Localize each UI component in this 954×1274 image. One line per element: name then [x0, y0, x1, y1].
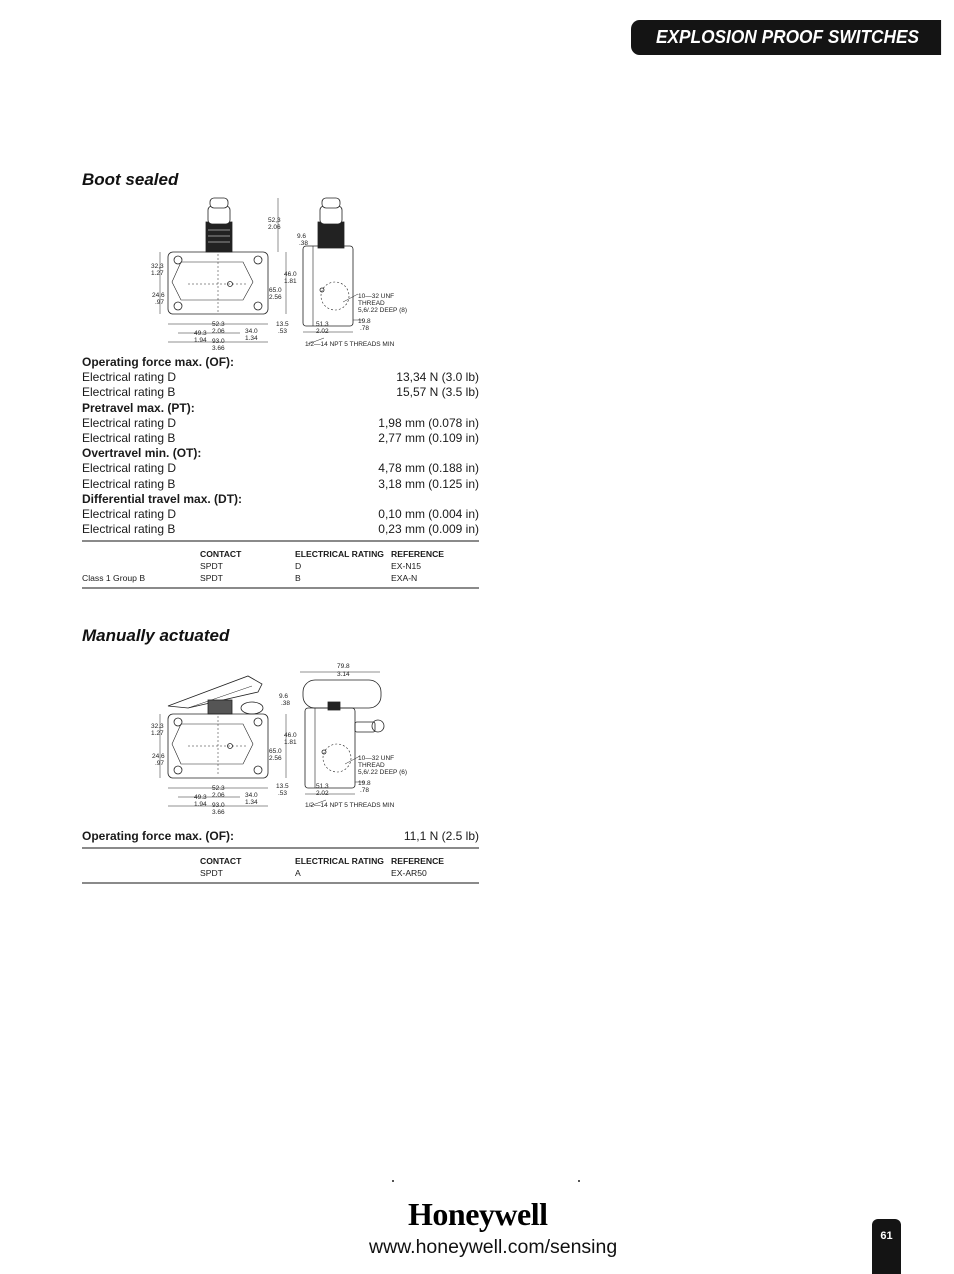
spec-row	[82, 416, 479, 431]
thread-note: THREAD	[358, 762, 385, 769]
spec-value: 0,10 mm (0.004 in)	[378, 506, 479, 521]
dim-label: 46.0	[284, 732, 297, 739]
spec-label: Electrical rating D	[82, 370, 177, 385]
spec-value: 2,77 mm (0.109 in)	[378, 430, 479, 445]
dim-label: 51.3	[316, 321, 329, 328]
dim-label: .38	[281, 700, 291, 707]
spec-row	[82, 385, 479, 400]
table-row	[82, 560, 479, 572]
dim-label: 19.8	[358, 780, 371, 787]
manually-actuated-specs	[82, 829, 479, 844]
dim-label: 46.0	[284, 271, 297, 278]
dim-label: .38	[299, 240, 309, 247]
table-cell: SPDT	[200, 561, 223, 571]
boot-sealed-ref-table	[82, 540, 479, 589]
dim-label: 2.06	[268, 224, 281, 231]
dim-label: 2.56	[269, 294, 282, 301]
honeywell-logo: Honeywell	[408, 1196, 548, 1232]
dim-label: 19.8	[358, 318, 371, 325]
page-number: 61	[872, 1219, 901, 1274]
spec-row	[82, 401, 479, 416]
dim-label: 1.94	[194, 801, 207, 808]
table-cell: EX-N15	[391, 561, 422, 571]
dim-label: 93.0	[212, 338, 225, 345]
dim-label: 52.3	[212, 785, 225, 792]
dim-label: 2.02	[316, 328, 329, 335]
spec-label: Differential travel max. (DT):	[82, 491, 243, 506]
crop-mark	[392, 1180, 394, 1182]
dim-label: .78	[360, 325, 370, 332]
dim-label: .53	[278, 328, 288, 335]
table-cell: EX-AR50	[391, 868, 427, 878]
spec-row	[82, 522, 479, 537]
thread-note: 5,6/.22 DEEP (6)	[358, 769, 408, 776]
spec-row	[82, 355, 479, 370]
table-cell: Class 1 Group B	[82, 573, 146, 583]
dim-label: 13.5	[276, 783, 289, 790]
dim-label: 2.06	[212, 328, 225, 335]
table-row	[82, 572, 479, 584]
manually-actuated-title: Manually actuated	[82, 626, 230, 645]
npt-note: 1/2—14 NPT 5 THREADS MIN	[305, 341, 395, 348]
spec-label: Electrical rating D	[82, 415, 177, 430]
spec-label: Electrical rating B	[82, 522, 176, 537]
spec-label: Operating force max. (OF):	[82, 355, 235, 369]
dim-label: 2.06	[212, 792, 225, 799]
col-header-contact: CONTACT	[200, 549, 242, 559]
spec-row	[82, 477, 479, 492]
spec-value: 1,98 mm (0.078 in)	[378, 415, 479, 430]
spec-value: 4,78 mm (0.188 in)	[378, 461, 479, 476]
dim-label: 52.3	[212, 321, 225, 328]
spec-label: Pretravel max. (PT):	[82, 400, 195, 415]
spec-label: Operating force max. (OF):	[82, 829, 235, 843]
spec-label: Electrical rating D	[82, 506, 177, 521]
dim-label: 65.0	[269, 287, 282, 294]
dim-label: 1.81	[284, 739, 297, 746]
thread-note: THREAD	[358, 300, 385, 307]
col-header-contact: CONTACT	[200, 856, 242, 866]
dim-label: 49.3	[194, 330, 207, 337]
col-header-reference: REFERENCE	[391, 549, 445, 559]
table-header-row	[82, 548, 479, 560]
dim-label: 93.0	[212, 802, 225, 809]
spec-value: 11,1 N (2.5 lb)	[403, 829, 479, 843]
spec-value: 3,18 mm (0.125 in)	[378, 476, 479, 491]
boot-sealed-specs	[82, 355, 479, 537]
table-cell: SPDT	[200, 868, 223, 878]
spec-label: Electrical rating B	[82, 385, 176, 400]
dim-label: 24.6	[152, 753, 165, 760]
dim-label: 34.0	[245, 328, 258, 335]
dim-label: .53	[278, 790, 288, 797]
dim-label: .97	[155, 760, 165, 767]
boot-sealed-title: Boot sealed	[82, 170, 179, 189]
thread-note: 10—32 UNF	[358, 755, 395, 762]
table-header-row	[82, 855, 479, 867]
table-cell: SPDT	[200, 573, 223, 583]
dim-label: 9.6	[279, 693, 289, 700]
dim-label: 3.14	[337, 671, 350, 678]
spec-row	[82, 492, 479, 507]
col-header-rating: ELECTRICAL RATING	[295, 549, 384, 559]
spec-label: Electrical rating B	[82, 430, 176, 445]
manually-actuated-drawing	[148, 662, 418, 817]
dim-label: .97	[155, 299, 165, 306]
dim-label: 3.66	[212, 345, 225, 352]
spec-value: 15,57 N (3.5 lb)	[396, 385, 479, 400]
thread-note: 5,6/.22 DEEP (8)	[358, 307, 408, 314]
table-cell: B	[295, 573, 301, 583]
crop-mark	[578, 1180, 580, 1182]
spec-row	[82, 370, 479, 385]
spec-value: 13,34 N (3.0 lb)	[396, 370, 479, 385]
table-rule	[82, 540, 479, 542]
table-cell: A	[295, 868, 301, 878]
dim-label: 1.94	[194, 337, 207, 344]
dim-label: 1.81	[284, 278, 297, 285]
table-row	[82, 867, 479, 879]
dim-label: 65.0	[269, 748, 282, 755]
col-header-reference: REFERENCE	[391, 856, 445, 866]
spec-row	[82, 507, 479, 522]
table-rule	[82, 882, 479, 884]
dim-label: 9.6	[297, 233, 307, 240]
manually-actuated-ref-table	[82, 847, 479, 884]
npt-note: 1/2—14 NPT 5 THREADS MIN	[305, 802, 395, 809]
thread-note: 10—32 UNF	[358, 293, 395, 300]
dim-label: 13.5	[276, 321, 289, 328]
table-rule	[82, 847, 479, 849]
dim-label: 49.3	[194, 794, 207, 801]
section-header-tab: EXPLOSION PROOF SWITCHES	[631, 20, 941, 55]
dim-label: 1.34	[245, 799, 258, 806]
dim-label: 52,3	[268, 217, 281, 224]
spec-row	[82, 446, 479, 461]
dim-label: 1.27	[151, 730, 164, 737]
dim-label: 79.8	[337, 663, 350, 670]
spec-row	[82, 431, 479, 446]
dim-label: 24.6	[152, 292, 165, 299]
dim-label: 2.02	[316, 790, 329, 797]
dim-label: 1.27	[151, 270, 164, 277]
dim-label: 2.56	[269, 755, 282, 762]
spec-label: Electrical rating D	[82, 461, 177, 476]
dim-label: 32,3	[151, 263, 164, 270]
spec-label: Overtravel min. (OT):	[82, 446, 202, 461]
dim-label: 34.0	[245, 792, 258, 799]
spec-row	[82, 829, 479, 844]
dim-label: .78	[360, 787, 370, 794]
table-rule	[82, 587, 479, 589]
spec-label: Electrical rating B	[82, 476, 176, 491]
spec-value: 0,23 mm (0.009 in)	[378, 522, 479, 537]
table-cell: D	[295, 561, 302, 571]
dim-label: 1.34	[245, 335, 258, 342]
website-link[interactable]: www.honeywell.com/sensing	[369, 1236, 618, 1258]
col-header-rating: ELECTRICAL RATING	[295, 856, 384, 866]
dim-label: 51.3	[316, 783, 329, 790]
dim-label: 3.66	[212, 809, 225, 816]
dim-label: 32.3	[151, 723, 164, 730]
table-cell: EXA-N	[391, 573, 418, 583]
boot-sealed-drawing	[148, 192, 418, 354]
spec-row	[82, 461, 479, 476]
